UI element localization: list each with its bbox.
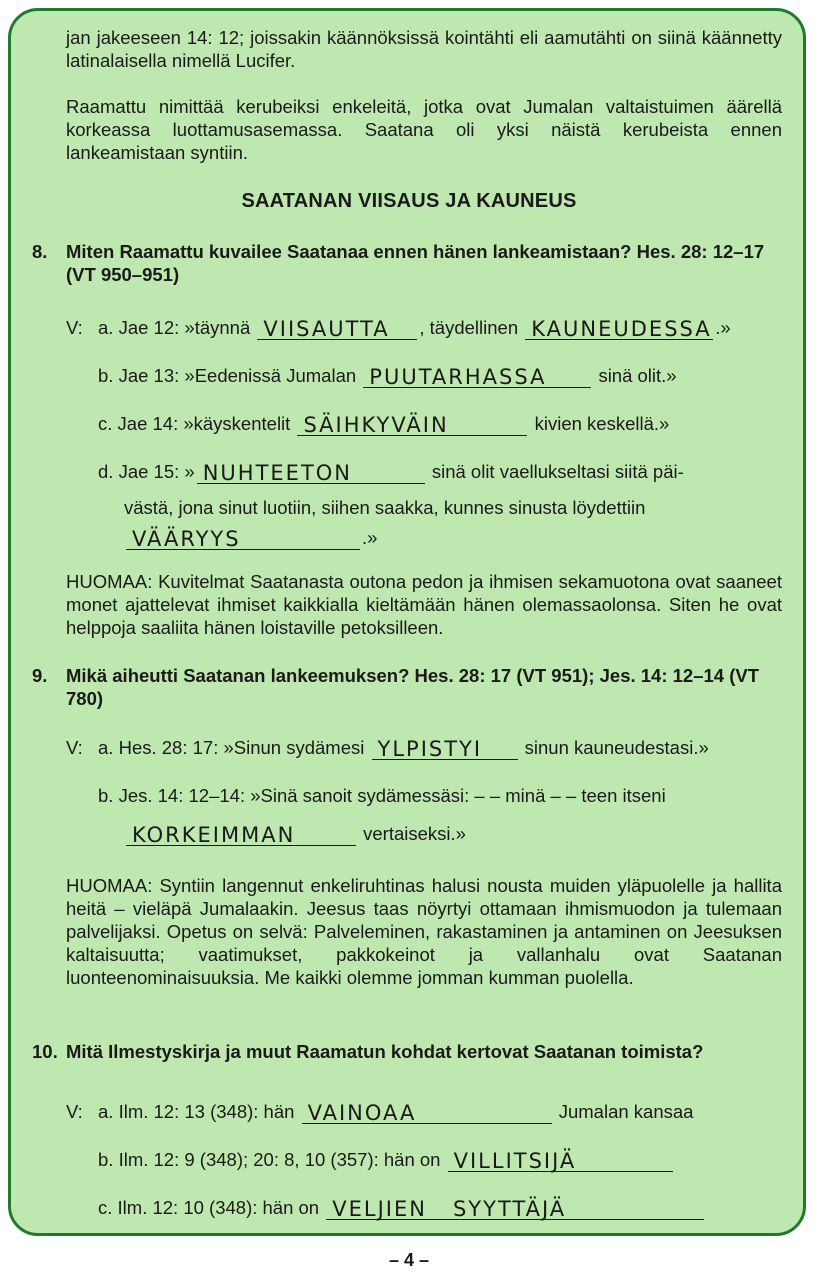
item-letter: a. <box>98 737 114 758</box>
q8-note: HUOMAA: Kuvitelmat Saatanasta outona pedon ja ihmisen sekamuotona ovat saaneet monet ajattelevat ihmiset kaikkialla kieltämään hänen olemassaolonsa. Siten he ovat helppoja saaliita hänen loistaville petoksilleen. <box>66 571 782 638</box>
q8-item-a <box>98 316 731 340</box>
q10-item-b <box>98 1148 675 1172</box>
item-text: sinun kauneudestasi.» <box>524 737 709 758</box>
question-9-text: Mikä aiheutti Saatanan lankeemuksen? Hes. 28: 17 (VT 951); Jes. 14: 12–14 (VT 780) <box>66 665 760 709</box>
q8-item-d-line-2: västä, jona sinut luotiin, siihen saakka, kunnes sinusta löydettiin <box>124 497 646 518</box>
item-text: , täydellinen <box>419 317 519 338</box>
answer-field[interactable] <box>372 737 518 760</box>
q8-item-b <box>98 364 677 388</box>
handwritten-answer: KORKEIMMAN <box>132 823 296 847</box>
handwritten-answer: VAINOAA <box>307 1101 417 1125</box>
item-text: .» <box>362 527 378 548</box>
handwritten-answer: PUUTARHASSA <box>369 365 547 389</box>
answer-field[interactable] <box>302 1101 552 1124</box>
item-letter: b. <box>98 365 114 386</box>
item-text: Ilm. 12: 9 (348); 20: 8, 10 (357): hän on <box>118 1149 441 1170</box>
item-text: kivien keskellä.» <box>534 413 670 434</box>
item-text: Jumalan kansaa <box>558 1101 694 1122</box>
answer-field[interactable] <box>326 1197 704 1220</box>
item-text: Jae 15: » <box>118 461 195 482</box>
item-letter: a. <box>98 317 114 338</box>
item-text: Jes. 14: 12–14: »Sinä sanoit sydämessäsi: – – minä – – teen itseni <box>118 785 666 806</box>
item-letter: b. <box>98 1149 114 1170</box>
q10-item-c <box>98 1196 706 1220</box>
q10-item-a <box>98 1100 693 1124</box>
item-text: Ilm. 12: 10 (348): hän on <box>117 1197 320 1218</box>
handwritten-answer: NUHTEETON <box>202 461 353 485</box>
question-10-text: Mitä Ilmestyskirja ja muut Raamatun kohdat kertovat Saatanan toimista? <box>66 1041 704 1062</box>
answer-label: V: <box>66 737 83 758</box>
q9-item-a <box>98 736 709 760</box>
answer-field[interactable] <box>363 365 591 388</box>
answer-field[interactable] <box>126 823 356 846</box>
answer-field[interactable] <box>297 413 527 436</box>
intro-paragraph-1: jan jakeeseen 14: 12; joissakin käännöksissä kointähti eli aamutähti on siinä käännetty latinalaisella nimellä Lucifer. <box>66 27 782 71</box>
item-text: .» <box>715 317 731 338</box>
item-text: sinä olit.» <box>598 365 677 386</box>
item-letter: c. <box>98 413 113 434</box>
handwritten-answer: SÄIHKYVÄIN <box>303 413 449 437</box>
handwritten-answer: VELJIEN SYYTTÄJÄ <box>332 1197 567 1221</box>
item-letter: b. <box>98 785 114 806</box>
handwritten-answer: VILLITSIJÄ <box>453 1149 577 1173</box>
item-letter: d. <box>98 461 114 482</box>
item-text: Jae 12: »täynnä <box>118 317 251 338</box>
q9-item-b-line-2 <box>124 822 466 846</box>
q9-note: HUOMAA: Syntiin langennut enkeliruhtinas halusi nousta muiden yläpuolelle ja hallita heitä – vieläpä Jumalaakin. Jeesus taas nöyrtyi ottamaan ihmismuodon ja tulemaan palvelijaksi. Opetus on selvä: Palveleminen, rakastaminen ja antaminen on Jeesuksen kaltaisuutta; vaatimukset, pakkokeinot ja vallanhalu ovat Saatanan luonteenominaisuuksia. Me kaikki olemme jomman kumman puolella. <box>66 875 782 988</box>
handwritten-answer: YLPISTYI <box>377 737 483 761</box>
answer-field[interactable] <box>126 527 360 550</box>
question-8-text: Miten Raamattu kuvailee Saatanaa ennen hänen lankeamistaan? Hes. 28: 12–17 (VT 950–951) <box>66 241 765 285</box>
page-number: – 4 – <box>388 1250 430 1270</box>
item-text: vertaiseksi.» <box>363 823 466 844</box>
answer-label: V: <box>66 1101 83 1122</box>
item-letter: c. <box>98 1197 113 1218</box>
question-10-number: 10. <box>32 1041 58 1062</box>
handwritten-answer: KAUNEUDESSA <box>531 317 712 341</box>
item-text: sinä olit vaellukseltasi siitä päi- <box>431 461 684 482</box>
item-text: Ilm. 12: 13 (348): hän <box>118 1101 295 1122</box>
handwritten-answer: VIISAUTTA <box>263 317 390 341</box>
q8-item-d-line-3 <box>124 526 377 550</box>
intro-paragraph-2: Raamattu nimittää kerubeiksi enkeleitä, jotka ovat Jumalan valtaistuimen äärellä korkeassa luottamusasemassa. Saatana oli yksi näistä kerubeista ennen lankeamistaan syntiin. <box>66 96 782 163</box>
question-8-number: 8. <box>32 241 48 262</box>
item-text: Jae 14: »käyskentelit <box>117 413 291 434</box>
q9-item-b <box>98 784 666 808</box>
answer-field[interactable] <box>525 317 713 340</box>
q8-item-c <box>98 412 669 436</box>
section-title: SAATANAN VIISAUS JA KAUNEUS <box>241 190 577 212</box>
answer-field[interactable] <box>257 317 417 340</box>
question-9-number: 9. <box>32 665 48 686</box>
answer-field[interactable] <box>448 1149 673 1172</box>
item-letter: a. <box>98 1101 114 1122</box>
handwritten-answer: VÄÄRYYS <box>132 527 241 551</box>
item-text: Jae 13: »Eedenissä Jumalan <box>118 365 357 386</box>
answer-label: V: <box>66 317 83 338</box>
item-text: Hes. 28: 17: »Sinun sydämesi <box>118 737 365 758</box>
